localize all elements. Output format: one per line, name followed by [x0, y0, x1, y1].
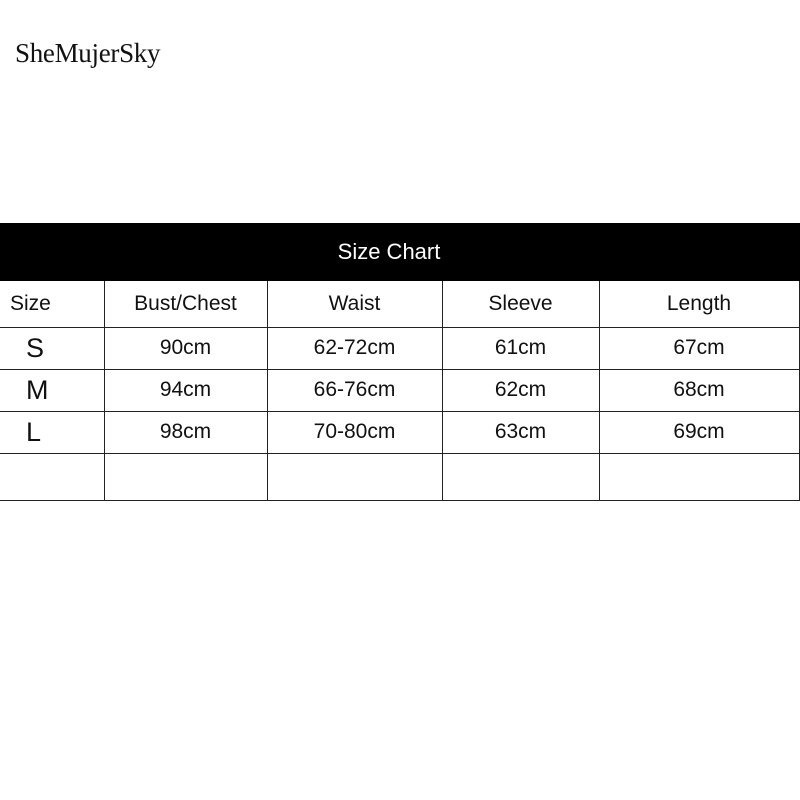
bust-cell — [104, 453, 267, 500]
column-header-waist: Waist — [267, 281, 442, 327]
table-row — [0, 411, 799, 453]
table-row-empty — [0, 453, 799, 500]
bust-cell: 98cm — [104, 411, 267, 453]
brand-logo-text: SheMujerSky — [15, 38, 161, 68]
length-cell: 69cm — [599, 411, 799, 453]
sleeve-cell — [442, 453, 599, 500]
size-chart-table — [0, 281, 800, 501]
length-cell: 68cm — [599, 369, 799, 411]
column-header-bust: Bust/Chest — [104, 281, 267, 327]
sleeve-cell: 63cm — [442, 411, 599, 453]
bust-cell: 90cm — [104, 327, 267, 369]
bust-cell: 94cm — [104, 369, 267, 411]
size-cell: M — [0, 369, 104, 411]
size-cell: S — [0, 327, 104, 369]
column-header-sleeve: Sleeve — [442, 281, 599, 327]
table-header-row — [0, 281, 799, 327]
size-cell: L — [0, 411, 104, 453]
size-chart-title: Size Chart — [337, 239, 441, 264]
table-row — [0, 327, 799, 369]
length-cell: 67cm — [599, 327, 799, 369]
size-chart-title-bar — [0, 223, 800, 281]
size-cell — [0, 453, 104, 500]
column-header-size: Size — [0, 281, 104, 327]
table-row — [0, 369, 799, 411]
sleeve-cell: 62cm — [442, 369, 599, 411]
sleeve-cell: 61cm — [442, 327, 599, 369]
length-cell — [599, 453, 799, 500]
waist-cell: 66-76cm — [267, 369, 442, 411]
waist-cell: 62-72cm — [267, 327, 442, 369]
column-header-length: Length — [599, 281, 799, 327]
waist-cell: 70-80cm — [267, 411, 442, 453]
waist-cell — [267, 453, 442, 500]
